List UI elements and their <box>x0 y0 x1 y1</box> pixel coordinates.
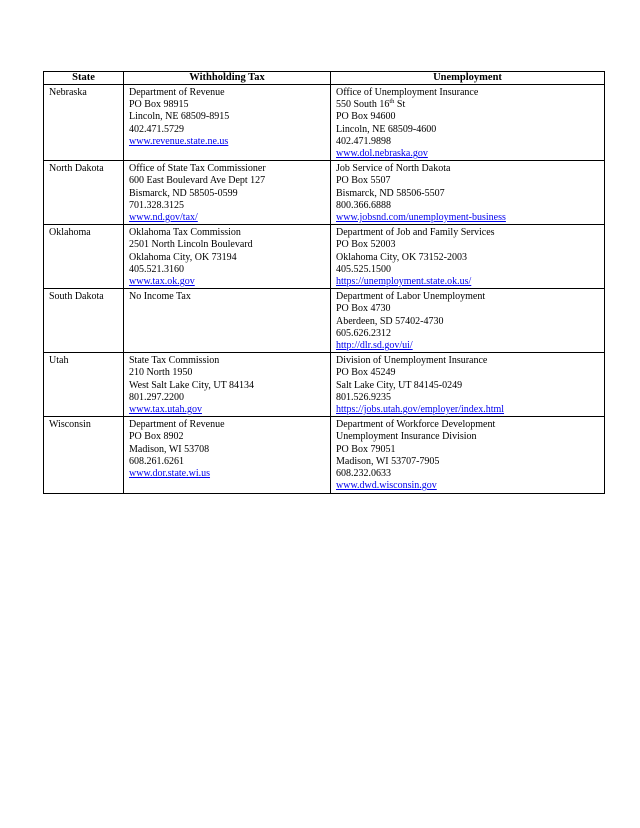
agency-name: Office of State Tax Commissioner <box>129 163 266 175</box>
agency-website-link[interactable]: https://jobs.utah.gov/employer/index.html <box>336 404 505 416</box>
state-name: Nebraska <box>49 87 87 98</box>
agency-website-link[interactable]: http://dlr.sd.gov/ui/ <box>336 340 413 352</box>
agency-address-line: Lincoln, NE 68509-4600 <box>336 123 437 135</box>
agency-phone: 402.471.9898 <box>336 135 391 147</box>
agency-name: Division of Unemployment Insurance <box>336 355 488 367</box>
agency-name: Department of Revenue <box>129 419 225 431</box>
agency-address-line: PO Box 5507 <box>336 175 391 187</box>
ordinal-suffix: th <box>389 98 395 106</box>
state-cell <box>44 289 124 353</box>
agency-name: State Tax Commission <box>129 355 220 367</box>
withholding-cell <box>124 289 331 353</box>
agency-name: Oklahoma Tax Commission <box>129 227 241 239</box>
agency-address-line: Madison, WI 53708 <box>129 443 210 455</box>
agency-address-line: PO Box 8902 <box>129 431 184 443</box>
unemployment-cell <box>331 225 605 289</box>
unemployment-cell <box>331 353 605 417</box>
state-cell <box>44 161 124 225</box>
table-row-wisconsin <box>44 417 605 493</box>
state-cell <box>44 417 124 493</box>
state-cell <box>44 353 124 417</box>
state-cell <box>44 225 124 289</box>
agency-phone: 402.471.5729 <box>129 123 184 135</box>
unemployment-cell <box>331 417 605 493</box>
agency-name: Office of Unemployment Insurance <box>336 87 479 98</box>
agency-website-link[interactable]: www.dol.nebraska.gov <box>336 148 428 160</box>
agency-phone: 800.366.6888 <box>336 199 391 211</box>
withholding-cell <box>124 353 331 417</box>
table-row-south-dakota <box>44 289 605 353</box>
column-header-state: State <box>44 72 124 85</box>
agency-name: Department of Job and Family Services <box>336 227 495 239</box>
unemployment-cell <box>331 85 605 161</box>
agency-website-link[interactable]: www.revenue.state.ne.us <box>129 135 229 147</box>
agency-street-address: 550 South 16th St <box>336 98 406 111</box>
agency-address-line: Aberdeen, SD 57402-4730 <box>336 315 444 327</box>
agency-address-line: 2501 North Lincoln Boulevard <box>129 239 253 251</box>
table-header-row <box>44 72 605 85</box>
agency-address-line: Bismarck, ND 58505-0599 <box>129 187 238 199</box>
agency-address-line: PO Box 52003 <box>336 239 396 251</box>
unemployment-cell <box>331 289 605 353</box>
table-row-utah <box>44 353 605 417</box>
agency-phone: 608.232.0633 <box>336 468 391 480</box>
withholding-cell <box>124 225 331 289</box>
state-name: Wisconsin <box>49 419 91 431</box>
agency-address-line: PO Box 45249 <box>336 367 396 379</box>
agency-address-line: Madison, WI 53707-7905 <box>336 455 440 467</box>
agency-website-link[interactable]: www.tax.ok.gov <box>129 276 195 288</box>
agency-address-line: PO Box 98915 <box>129 99 189 111</box>
agency-website-link[interactable]: www.tax.utah.gov <box>129 404 202 416</box>
table-row-oklahoma <box>44 225 605 289</box>
tax-agency-table <box>43 71 605 494</box>
withholding-cell <box>124 85 331 161</box>
agency-name: Department of Labor Unemployment <box>336 291 486 303</box>
agency-name: Job Service of North Dakota <box>336 163 451 175</box>
agency-phone: 608.261.6261 <box>129 455 184 467</box>
agency-website-link[interactable]: www.jobsnd.com/unemployment-business <box>336 212 506 224</box>
agency-address-line: Oklahoma City, OK 73152-2003 <box>336 251 468 263</box>
agency-division: Unemployment Insurance Division <box>336 431 477 443</box>
agency-address-line: West Salt Lake City, UT 84134 <box>129 379 255 391</box>
agency-address-line: Lincoln, NE 68509-8915 <box>129 111 230 123</box>
agency-phone: 405.525.1500 <box>336 263 391 275</box>
table-row-north-dakota <box>44 161 605 225</box>
agency-phone: 801.297.2200 <box>129 391 184 403</box>
agency-website-link[interactable]: www.dwd.wisconsin.gov <box>336 480 437 492</box>
agency-address-line: PO Box 79051 <box>336 443 396 455</box>
agency-phone: 605.626.2312 <box>336 327 391 339</box>
agency-website-link[interactable]: www.dor.state.wi.us <box>129 468 211 480</box>
agency-address-line: Bismarck, ND 58506-5507 <box>336 187 445 199</box>
agency-phone: 701.328.3125 <box>129 199 184 211</box>
state-name: North Dakota <box>49 163 104 175</box>
agency-address-line: Oklahoma City, OK 73194 <box>129 251 237 263</box>
table-row-nebraska <box>44 85 605 161</box>
column-header-unemployment: Unemployment <box>331 72 605 85</box>
withholding-cell <box>124 417 331 493</box>
column-header-withholding: Withholding Tax <box>124 72 331 85</box>
withholding-cell <box>124 161 331 225</box>
agency-phone: 405.521.3160 <box>129 263 184 275</box>
state-name: Utah <box>49 355 69 367</box>
agency-name: Department of Revenue <box>129 87 225 98</box>
agency-phone: 801.526.9235 <box>336 391 391 403</box>
agency-address-line: 600 East Boulevard Ave Dept 127 <box>129 175 266 187</box>
agency-name: No Income Tax <box>129 291 191 303</box>
agency-address-line: PO Box 4730 <box>336 303 391 315</box>
agency-name: Department of Workforce Development <box>336 419 496 431</box>
agency-address-line: Salt Lake City, UT 84145-0249 <box>336 379 463 391</box>
agency-address-line: PO Box 94600 <box>336 111 396 123</box>
unemployment-cell <box>331 161 605 225</box>
agency-address-line: 210 North 1950 <box>129 367 193 379</box>
state-name: South Dakota <box>49 291 104 303</box>
state-cell <box>44 85 124 161</box>
agency-website-link[interactable]: https://unemployment.state.ok.us/ <box>336 276 472 288</box>
state-name: Oklahoma <box>49 227 91 239</box>
agency-website-link[interactable]: www.nd.gov/tax/ <box>129 212 198 224</box>
